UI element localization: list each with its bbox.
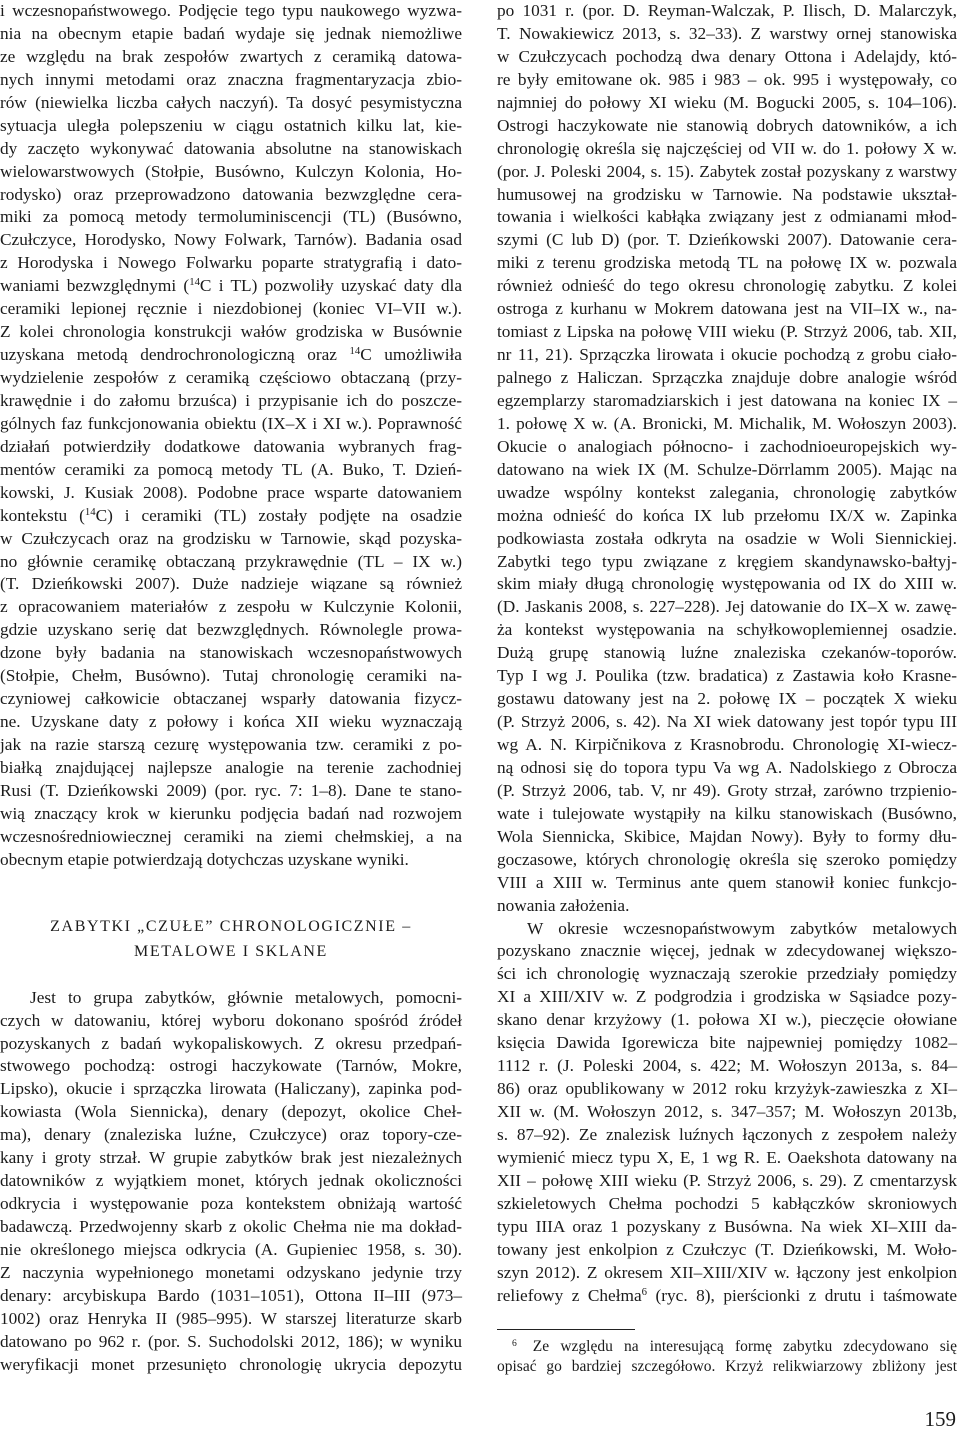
text-line: krawędnie i do załomu brzuśca) i przypisanie ich do poszcze- <box>0 390 462 410</box>
text-line: stwowego pochodzą: ostrogi haczykowate (Tarnów, Mokre, <box>0 1056 462 1076</box>
text-line: ceramiki lepionej ręcznie i niezdobionej (koniec VI–VII w.). <box>0 299 462 319</box>
text-line: wate i tulejowate wystąpiły na kilku stanowiskach (Busówno, <box>497 803 957 823</box>
text-line: nie określonego miejsca odkrycia (A. Gupieniec 1958, s. 30). <box>0 1239 462 1259</box>
text-line: gólnych faz funkcjonowania obiektu (IX–X i XI w.). Poprawność <box>0 413 462 433</box>
text-line: z opracowaniem materiałów z zespołu w Kulczynie Kolonii, <box>0 597 462 617</box>
text-line: ostroga z kurhanu w Mokrem datowana jest na VII–IX w., na- <box>497 299 957 319</box>
text-line: rodysko) oraz przeprowadzono datowania bezwzględne cera- <box>0 184 462 204</box>
text-line: Lipsko), okucie i sprzączka lirowata (Haliczany), zapinka pod- <box>0 1079 462 1099</box>
text-line: (P. Strzyż 2006, s. 42). Na XI wiek datowany jest topór typu III <box>497 712 957 732</box>
text-line: nr 11, 21). Sprzączka lirowata i okucie pochodzą z grobu ciało- <box>497 345 957 365</box>
text-line: podkowiasta została odkryta na osadzie w Woli Siennickiej. <box>497 528 957 548</box>
text-line: obecnym etapie potwierdzają dotychczas uzyskane wyniki. <box>0 849 409 869</box>
text-line: goczasowe, których chronologię określa się szeroko pomiędzy <box>497 849 957 869</box>
text-line <box>0 344 462 367</box>
text-line: sytuacja uległa polepszeniu w ciągu ostatnich kilku lat, kie- <box>0 115 462 135</box>
text-line: Okucie o analogiach północno- i zachodnioeuropejskich wy- <box>497 436 957 456</box>
text-line <box>0 505 462 528</box>
text-line: i wczesnopaństwowego. Podjęcie tego typu naukowego wyzwa- <box>0 1 462 20</box>
text-line: szkieletowych Chełma pochodzi 5 kabłączków skroniowych <box>497 1193 957 1213</box>
text-line: nowania założenia. <box>497 895 630 915</box>
text-line: miki za pomocą metody termoluminiscencji (TL) (Busówno, <box>0 207 462 227</box>
text-line: w Czułczycach pochodzą dwa denary Ottona i Adelajdy, któ- <box>497 46 957 66</box>
text-line: wydzielenie zespołów z ceramiką częściowo obtaczaną (przy- <box>0 368 462 387</box>
text-line: z Horodyska i Nowego Folwarku poparte stratygrafią i dato- <box>0 253 462 273</box>
text-line: szymi (C lub D) (por. T. Dzieńkowski 2007). Datowanie cera- <box>497 230 957 250</box>
text-line: chronologię określa się najczęściej od VII w. do 1. połowy X w. <box>497 138 957 158</box>
text-line: wią znaczący krok w kierunku podjęcia badań nad rozwojem <box>0 803 462 823</box>
text-line: kowski, J. Kusiak 2008). Podobne prace wsparte datowaniem <box>0 482 462 502</box>
text-line: (por. J. Poleski 2004, s. 15). Zabytek został pozyskany z warstwy <box>497 161 957 181</box>
right-column <box>497 0 957 1376</box>
text-line: 1112 r. (J. Poleski 2004, s. 422; M. Wołoszyn 2013a, s. 84– <box>497 1056 957 1076</box>
text-segment: (ryc. 8), pierścionki z drutu i taśmowate <box>647 1285 957 1305</box>
text-segment: waniami bezwzględnymi ( <box>0 276 190 296</box>
body-paragraph <box>497 0 957 918</box>
text-line: Wola Siennicka, Skibice, Majdan Nowy). Były to formy dłu- <box>497 826 957 846</box>
text-line: badawczą. Przedwojenny skarb z okolic Chełma nie ma dokład- <box>0 1217 462 1236</box>
text-line: białką znajdującej najlepsze analogie na terenie zachodniej <box>0 757 462 777</box>
text-line: czych w datowaniu, której wyboru dokonano spośród źródeł <box>0 1010 462 1030</box>
footnote <box>497 1337 957 1376</box>
text-line: Rusi (T. Dzieńkowski 2009) (por. ryc. 7: 1–8). Dane te stano- <box>0 780 462 800</box>
text-line: (D. Jaskanis 2008, s. 227–228). Jej datowanie do IX–X w. zawę- <box>497 597 957 617</box>
text-line <box>497 1285 957 1308</box>
text-line: można odnieść do końca IX lub przełomu IX/X w. Zapinka <box>497 505 957 525</box>
text-line: VIII a XIII w. Terminus ante quem stanowił koniec funkcjo- <box>497 872 957 892</box>
text-line: dzone były badania na stanowiskach wczesnopaństwowych <box>0 643 462 663</box>
body-paragraph <box>497 918 957 1308</box>
text-line: (Stołpie, Chełm, Busówno). Tutaj chronologię ceramiki na- <box>0 666 462 686</box>
body-paragraph <box>0 987 462 1377</box>
page-number: 159 <box>924 1407 956 1431</box>
footnote-text: Ze względu na interesującą formę zabytku zdecydowano się <box>532 1338 957 1356</box>
text-line: w Czułczycach oraz na grodzisku w Tarnowie, skąd pozyska- <box>0 528 462 548</box>
text-segment: C) i ceramiki (TL) zostały podjęte na osadzie <box>95 505 462 525</box>
text-line: datowano na wiek IX (M. Schulze-Dörrlamm 2005). Mając na <box>497 459 957 479</box>
text-line: ne. Uzyskane daty z połowy i końca XII wieku wyznaczają <box>0 712 462 732</box>
text-line: ża kontekst występowania na schyłkowoplemiennej osadzie. <box>497 620 957 640</box>
text-line: palnego z Haliczan. Sprzączka znajduje dobre analogie wśród <box>497 368 957 387</box>
superscript: 6 <box>641 1285 647 1298</box>
text-line: XI a XIII/XIV w. Z podgrodzia i grodziska w Sąsiadce pozy- <box>497 987 957 1007</box>
text-line: nych innymi metodami oraz znaczna fragmentaryzacja zbio- <box>0 69 462 89</box>
text-segment: kontekstu ( <box>0 505 85 525</box>
text-line: po 1031 r. (por. D. Reyman-Walczak, P. Ilisch, D. Malarczyk, <box>497 1 957 20</box>
text-line: Zabytki tego typu związane z kręgiem skandynawsko-bałtyj- <box>497 551 957 571</box>
text-line: towany jest enkolpion z Czułczyc (T. Dzieńkowski, M. Woło- <box>497 1239 957 1259</box>
text-line: no głównie ceramikę obtaczaną przykrawędnie (TL – IX w.) <box>0 551 462 571</box>
superscript: 14 <box>84 505 96 518</box>
text-line: datowników z wyjątkiem monet, których jednak okoliczności <box>0 1171 462 1191</box>
text-segment: reliefowy z Chełma <box>497 1285 642 1305</box>
footnote-rule <box>497 1329 635 1330</box>
body-paragraph <box>0 0 462 872</box>
text-line: ma), denary (znaleziska luźne, Czułczyce) oraz topory-cze- <box>0 1125 462 1145</box>
text-line: kany i groty strzał. W grupie zabytków brak jest niezależnych <box>0 1148 462 1168</box>
text-line: Czułczyce, Horodysko, Nowy Folwark, Tarnów). Badania osad <box>0 230 462 250</box>
section-heading-line: ZABYTKI „CZUŁE” CHRONOLOGICZNIE – <box>50 917 412 935</box>
text-line: wymienić miecz typu X, E, 1 wg R. E. Oaekshota datowany na <box>497 1147 957 1167</box>
text-line: jak na razie starszą cezurę występowania tzw. ceramiki z po- <box>0 735 462 754</box>
text-line: XII – połowę XIII wieku (P. Strzyż 2006, s. 29). Z cmentarzysk <box>497 1170 957 1190</box>
section-heading <box>0 914 462 964</box>
text-line: tomiast z Lipska na połowę VIII wieku (P. Strzyż 2006, tab. XII, <box>497 322 957 342</box>
text-line: 86) oraz opublikowany w 2012 roku krzyżyk-zawieszka z XI– <box>497 1079 957 1099</box>
text-line: XII w. (M. Wołoszyn 2012, s. 347–357; M. Wołoszyn 2013b, <box>497 1102 957 1121</box>
text-line: rów (niewielka liczba całych naczyń). Ta dosyć pesymistyczna <box>0 92 462 112</box>
text-line: humusowej na grodzisku w Tarnowie. Na podstawie ukształ- <box>497 184 957 204</box>
superscript: 14 <box>189 276 200 289</box>
text-line: miki z terenu grodziska metodą TL na połowę IX w. pozwala <box>497 253 957 273</box>
text-line: Jest to grupa zabytków, głównie metalowych, pomocni- <box>30 987 462 1007</box>
superscript: 14 <box>349 345 361 358</box>
text-line: wielowarstwowych (Stołpie, Busówno, Kulczyn Kolonia, Ho- <box>0 161 462 181</box>
text-line: odkrycia i występowanie poza kontekstem obniżają wartość <box>0 1194 462 1214</box>
text-line: Ostrogi haczykowate nie stanowią dobrych datowników, a ich <box>497 115 957 135</box>
text-line: s. 87–92). Ze znalezisk luźnych łączonych z zespołem należy <box>497 1124 957 1144</box>
text-line: księcia Dawida Igorewicza bite najpewniej pomiędzy 1082– <box>497 1033 957 1053</box>
text-line: mentów ceramiki za pomocą metody TL (A. Buko, T. Dzień- <box>0 459 462 479</box>
text-line: pozyskanych z badań wykopaliskowych. Z okresu przedpań- <box>0 1033 462 1053</box>
text-line: uwadze wspólny kontekst zalegania, chronologię zabytków <box>497 482 957 502</box>
text-line: również odnieść do tego okresu chronologię zabytku. Z kolei <box>497 276 957 296</box>
text-segment: uzyskana metodą dendrochronologiczną oraz <box>0 345 350 365</box>
text-line: Z kolei chronologia konstrukcji wałów grodziska w Busównie <box>0 322 462 342</box>
footnote-line <box>497 1357 957 1377</box>
text-line: wczesnośredniowiecznej ceramiki na ziemi chełmskiej, a na <box>0 826 462 846</box>
text-line: ze względu na brak zespołów zwartych z ceramiką datowa- <box>0 46 462 66</box>
text-line: denary: arcybiskupa Bardo (1031–1051), Ottona II–III (973– <box>0 1285 462 1305</box>
text-line: gostawu datowany jest na 2. połowę IX – początek X wieku <box>497 689 957 709</box>
section-heading-line: METALOWE I SKLANE <box>134 942 328 960</box>
text-line: towania i wielkości kabłąka związany jest z odmianami młod- <box>497 207 957 227</box>
text-line: skim miały długą chronologię występowania od IX do XIII w. <box>497 574 957 594</box>
text-line: szyn 2012). Z okresem XII–XIII/XIV w. łączony jest enkolpion <box>497 1262 957 1282</box>
text-line: ści ich chronologię wyznaczają szerokie przedziały pomiędzy <box>497 964 957 984</box>
footnote-line <box>497 1337 957 1357</box>
text-line: dy zaczęto wykonywać datowania absolutne na stanowiskach <box>0 138 462 158</box>
text-line: (P. Strzyż 2006, tab. V, nr 49). Groty strzał, zarówno trzpienio- <box>497 780 957 800</box>
text-line: czyniowej całkowicie obtaczanej wsparły datowania fizycz- <box>0 689 462 709</box>
text-segment: C i TL) pozwoliły uzyskać daty dla <box>199 276 463 296</box>
footnote-marker: 6 <box>512 1338 517 1350</box>
text-line: Typ I wg J. Poulika (tzw. bradatica) z Zastawia koło Krasne- <box>497 666 957 686</box>
footnote-text: opisać go bardziej szczegółowo. Krzyż relikwiarzowy zbliżony jest <box>497 1357 957 1375</box>
text-line: (T. Dzieńkowski 2007). Duże nadzieje wiązane są również <box>0 574 462 594</box>
text-line: działań potwierdziły dodatkowe datowania wybranych frag- <box>0 436 462 456</box>
text-line: 1002) oraz Henryka II (985–995). W starszej literaturze skarb <box>0 1308 462 1328</box>
text-line: weryfikacji monet przesunięto chronologię ukrycia depozytu <box>0 1354 462 1374</box>
left-column <box>0 0 462 1377</box>
text-line: gdzie uzyskano serię dat bezwzględnych. Równolegle prowa- <box>0 620 462 640</box>
text-line: nia na obecnym etapie badań wydaje się jednak niemożliwe <box>0 23 462 43</box>
text-line: W okresie wczesnopaństwowym zabytków metalowych <box>527 918 957 938</box>
text-line: 1. połowę X w. (A. Bronicki, M. Michalik, M. Wołoszyn 2003). <box>497 413 957 433</box>
text-line: typu IIIA oraz 1 pozyskany z Busówna. Na wiek XI–XIII da- <box>497 1216 957 1236</box>
text-line: kowiasta (Wola Siennicka), denary (depozyt, okolice Cheł- <box>0 1102 462 1122</box>
text-segment: C umożliwiła <box>360 345 462 365</box>
text-line: T. Nowakiewicz 2013, s. 32–33). Z warstwy ornej stanowiska <box>497 23 957 43</box>
text-line: datowano po 962 r. (por. S. Suchodolski 2012, 186); w wyniku <box>0 1331 462 1351</box>
text-line: re były emitowane ok. 985 i 983 – ok. 995 i występowały, co <box>497 69 957 89</box>
text-line: ną odnosi się do topora typu Va wg A. Nadolskiego z Obrocza <box>497 757 957 777</box>
text-line: wg A. N. Kirpičnikova z Krasnobrodu. Chronologię XI-wiecz- <box>497 735 957 754</box>
text-line: Z naczynia wypełnionego monetami odzyskano jedynie trzy <box>0 1262 462 1282</box>
text-line: najmniej do połowy XI wieku (M. Bogucki 2005, s. 104–106). <box>497 92 957 112</box>
text-line: egzemplarzy staromadziarskich i jest datowana na koniec IX – <box>497 390 957 410</box>
text-line: pozyskano znacznie więcej, jednak w zdecydowanej większo- <box>497 941 957 961</box>
text-line <box>0 275 462 298</box>
text-line: Dużą grupę stanowią luźne znaleziska czekanów-toporów. <box>497 643 957 663</box>
text-line: skano denar krzyżowy (1. połowa XI w.), pieczęcie ołowiane <box>497 1010 957 1030</box>
